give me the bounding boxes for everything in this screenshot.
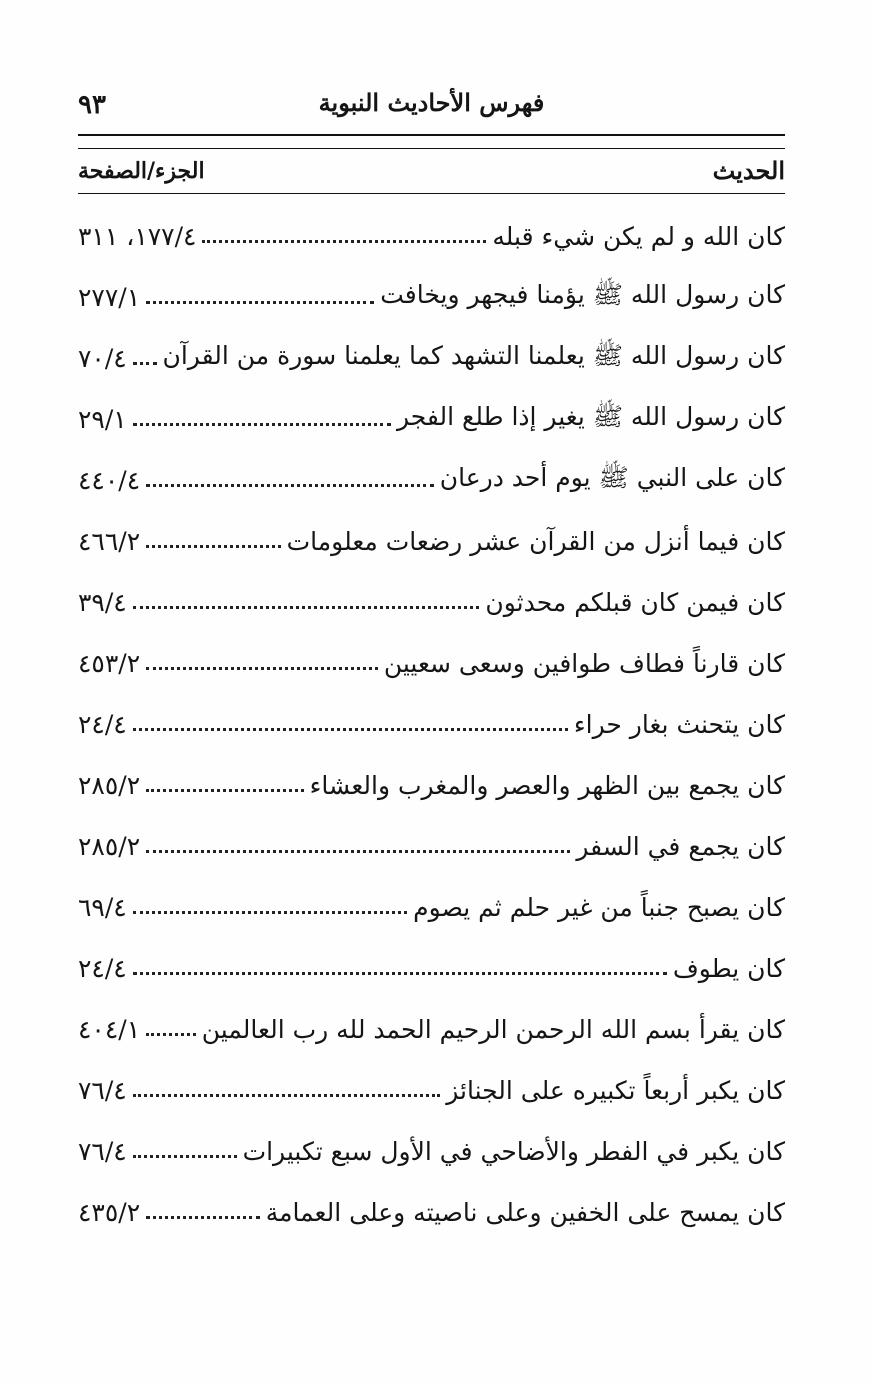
hadith-text: كان رسول الله ﷺ يغير إذا طلع الفجر bbox=[396, 402, 785, 431]
hadith-text: كان يجمع بين الظهر والعصر والمغرب والعشاء bbox=[309, 771, 785, 800]
header-rule-lower bbox=[78, 148, 785, 149]
volume-page-ref: ١٧٧/٤، ٣١١ bbox=[78, 222, 197, 251]
index-entry bbox=[78, 694, 785, 755]
dot-leader bbox=[146, 484, 434, 487]
index-entry bbox=[78, 1060, 785, 1121]
volume-page-ref: ٣٩/٤ bbox=[78, 588, 127, 617]
dot-leader bbox=[133, 606, 480, 609]
dot-leader bbox=[146, 1033, 196, 1036]
volume-page-ref: ٤٥٣/٢ bbox=[78, 649, 141, 678]
column-header bbox=[78, 150, 785, 190]
volume-page-ref: ٢٩/١ bbox=[78, 405, 127, 434]
page-number: ٩٣ bbox=[78, 90, 106, 120]
dot-leader bbox=[202, 240, 486, 243]
hadith-text: كان يطوف bbox=[672, 954, 785, 983]
hadith-text: كان فيما أنزل من القرآن عشر رضعات معلومات bbox=[286, 527, 785, 556]
header-rule-upper bbox=[78, 134, 785, 136]
volume-page-ref: ٧٠/٤ bbox=[78, 344, 127, 373]
volume-page-ref: ٢٤/٤ bbox=[78, 954, 127, 983]
index-entry bbox=[78, 328, 785, 389]
hadith-text: كان الله و لم يكن شيء قبله bbox=[492, 222, 785, 251]
hadith-text: كان رسول الله ﷺ يؤمنا فيجهر ويخافت bbox=[380, 280, 785, 309]
hadith-text: كان يمسح على الخفين وعلى ناصيته وعلى العمامة bbox=[265, 1198, 785, 1227]
hadith-text: كان يكبر في الفطر والأضاحي في الأول سبع تكبيرات bbox=[242, 1137, 785, 1166]
hadith-text: كان يكبر أربعاً تكبيره على الجنائز bbox=[446, 1076, 785, 1105]
index-entry bbox=[78, 267, 785, 328]
index-entry bbox=[78, 511, 785, 572]
index-entry bbox=[78, 389, 785, 450]
dot-leader bbox=[133, 362, 157, 365]
column-header-rule bbox=[78, 193, 785, 194]
dot-leader bbox=[133, 972, 667, 975]
dot-leader bbox=[146, 850, 570, 853]
volume-page-ref: ٦٩/٤ bbox=[78, 893, 127, 922]
index-entry bbox=[78, 1182, 785, 1243]
index-entry bbox=[78, 633, 785, 694]
volume-page-ref: ٢٨٥/٢ bbox=[78, 832, 141, 861]
index-entry bbox=[78, 938, 785, 999]
hadith-text: كان يصبح جنباً من غير حلم ثم يصوم bbox=[413, 893, 785, 922]
volume-page-ref: ٤٠٤/١ bbox=[78, 1015, 141, 1044]
running-head bbox=[78, 88, 785, 128]
volume-page-ref: ٧٦/٤ bbox=[78, 1076, 127, 1105]
index-entry bbox=[78, 755, 785, 816]
column-header-hadith: الحديث bbox=[712, 156, 785, 185]
index-entry bbox=[78, 1121, 785, 1182]
volume-page-ref: ٧٦/٤ bbox=[78, 1137, 127, 1166]
hadith-text: كان على النبي ﷺ يوم أحد درعان bbox=[439, 463, 785, 492]
hadith-text: كان فيمن كان قبلكم محدثون bbox=[485, 588, 785, 617]
hadith-index-list bbox=[78, 206, 785, 1243]
hadith-text: كان قارناً فطاف طوافين وسعى سعيين bbox=[383, 649, 785, 678]
index-entry bbox=[78, 999, 785, 1060]
hadith-text: كان يقرأ بسم الله الرحمن الرحيم الحمد لله رب العالمين bbox=[201, 1015, 785, 1044]
volume-page-ref: ٢٨٥/٢ bbox=[78, 771, 141, 800]
dot-leader bbox=[146, 667, 378, 670]
hadith-text: كان رسول الله ﷺ يعلمنا التشهد كما يعلمنا سورة من القرآن bbox=[162, 341, 785, 370]
volume-page-ref: ٤٣٥/٢ bbox=[78, 1198, 141, 1227]
dot-leader bbox=[146, 789, 304, 792]
dot-leader bbox=[133, 728, 568, 731]
index-entry bbox=[78, 206, 785, 267]
dot-leader bbox=[133, 911, 407, 914]
hadith-text: كان يتحنث بغار حراء bbox=[573, 710, 785, 739]
dot-leader bbox=[146, 301, 374, 304]
volume-page-ref: ٤٤٠/٤ bbox=[78, 466, 141, 495]
column-header-volume-page: الجزء/الصفحة bbox=[78, 158, 205, 184]
index-entry bbox=[78, 877, 785, 938]
dot-leader bbox=[146, 545, 280, 548]
dot-leader bbox=[133, 423, 391, 426]
page-title: فهرس الأحاديث النبوية bbox=[318, 88, 545, 117]
hadith-text: كان يجمع في السفر bbox=[576, 832, 785, 861]
index-entry bbox=[78, 450, 785, 511]
index-entry bbox=[78, 572, 785, 633]
volume-page-ref: ٤٦٦/٢ bbox=[78, 527, 141, 556]
volume-page-ref: ٢٧٧/١ bbox=[78, 283, 141, 312]
dot-leader bbox=[146, 1216, 260, 1219]
volume-page-ref: ٢٤/٤ bbox=[78, 710, 127, 739]
index-entry bbox=[78, 816, 785, 877]
dot-leader bbox=[133, 1094, 441, 1097]
dot-leader bbox=[133, 1155, 237, 1158]
